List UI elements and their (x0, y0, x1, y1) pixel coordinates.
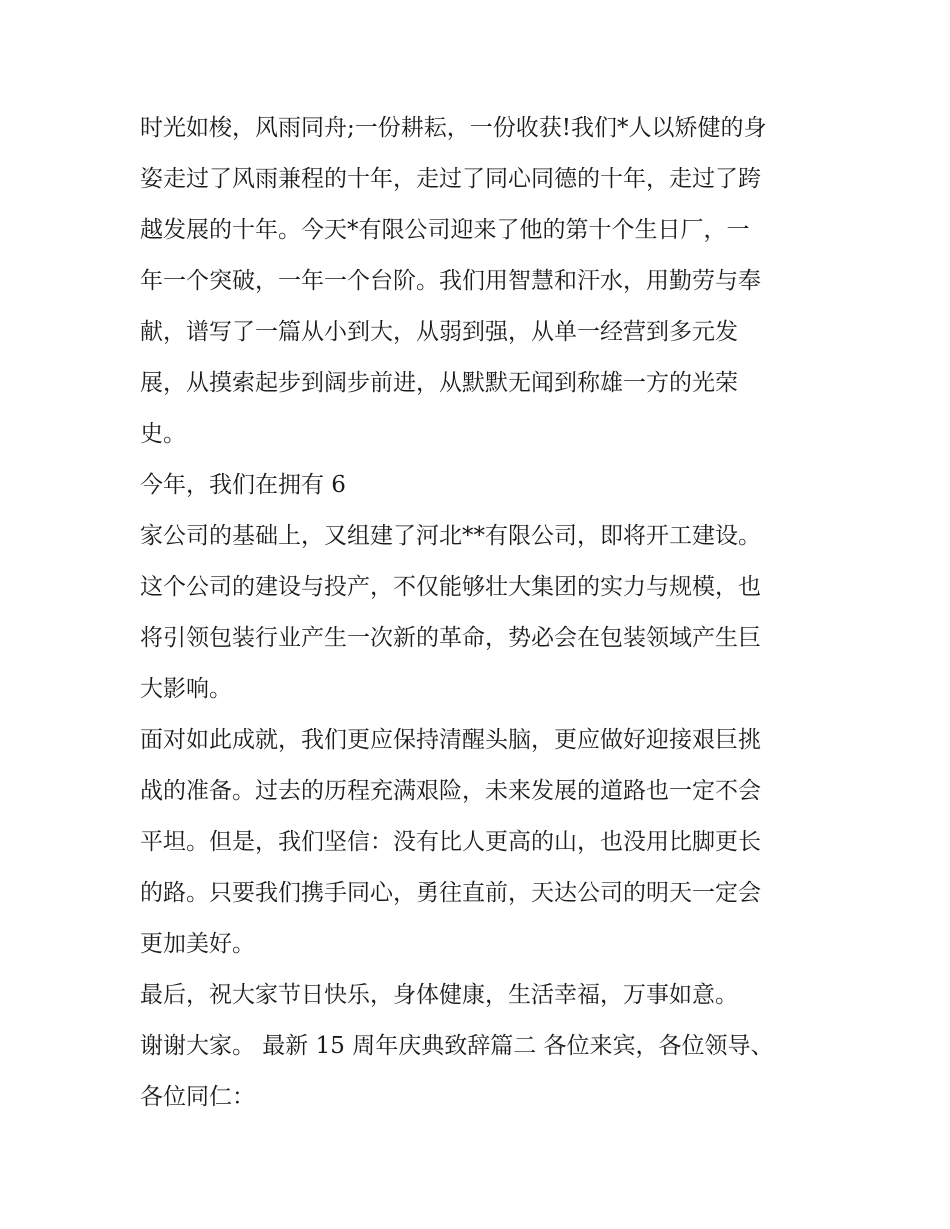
text-line: 史。 (140, 421, 186, 447)
text-line: 时光如梭，风雨同舟;一份耕耘，一份收获!我们*人以矫健的身 (140, 115, 767, 141)
text-line: 年一个突破，一年一个台阶。我们用智慧和汗水，用勤劳与奉 (140, 268, 761, 294)
text-line: 的路。只要我们携手同心，勇往直前，天达公司的明天一定会 (140, 880, 761, 906)
text-line: 越发展的十年。今天*有限公司迎来了他的第十个生日厂，一 (140, 217, 750, 243)
text-line: 今年，我们在拥有 6 (140, 472, 346, 498)
text-line: 展，从摸索起步到阔步前进，从默默无闻到称雄一方的光荣 (140, 370, 738, 396)
text-line: 最后，祝大家节日快乐，身体健康，生活幸福，万事如意。 (140, 982, 738, 1008)
text-line: 献，谱写了一篇从小到大，从弱到强，从单一经营到多元发 (140, 319, 738, 345)
text-line: 这个公司的建设与投产，不仅能够壮大集团的实力与规模，也 (140, 574, 761, 600)
text-line: 姿走过了风雨兼程的十年，走过了同心同德的十年，走过了跨 (140, 166, 761, 192)
text-line: 面对如此成就，我们更应保持清醒头脑，更应做好迎接艰巨挑 (140, 727, 761, 753)
text-line: 平坦。但是，我们坚信：没有比人更高的山，也没用比脚更长 (140, 829, 761, 855)
document-body (140, 103, 830, 1123)
text-line: 更加美好。 (140, 931, 255, 957)
text-line: 家公司的基础上，又组建了河北**有限公司，即将开工建设。 (140, 523, 761, 549)
text-line: 战的准备。过去的历程充满艰险，未来发展的道路也一定不会 (140, 778, 761, 804)
text-line: 各位同仁： (140, 1084, 255, 1110)
text-line: 将引领包装行业产生一次新的革命，势必会在包装领域产生巨 (140, 625, 761, 651)
text-line: 大影响。 (140, 676, 232, 702)
text-line: 谢谢大家。 最新 15 周年庆典致辞篇二 各位来宾，各位领导、 (140, 1033, 774, 1059)
